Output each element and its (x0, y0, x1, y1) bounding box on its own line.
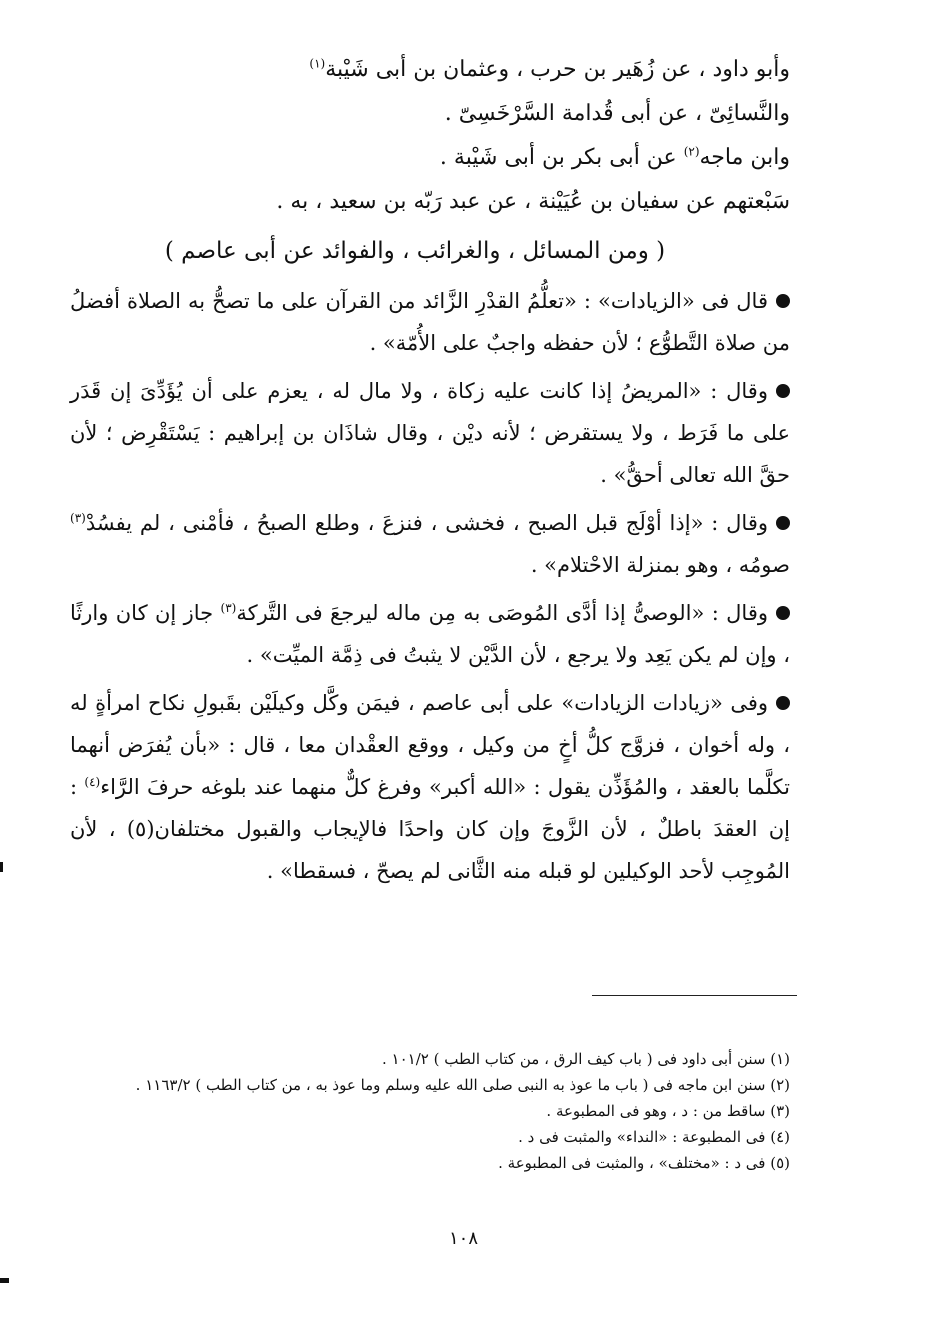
footnote-marker: (٤) (84, 775, 101, 789)
line-text: والنَّسائِىّ ، عن أبى قُدامة السَّرْخَسِىّ . (444, 101, 790, 126)
paragraph-text: وفى «زيادات الزيادات» على أبى عاصم ، فيمَن وكَّل وكيلَيْن بقَبولِ نكاح امرأةٍ له ، وله أخوان ، فزوَّج كلُّ أخٍ من وكيل ، ووقع العقْدان معا ، قال : «بأن يُفرَض أنهما تكلَّما بالعقد ، والمُؤَذِّن يقول : «الله أكبر» وفرغ كلٌّ منهما عند بلوغه حرفَ الرَّاء (70, 691, 790, 799)
footnote: (١) سنن أبى داود فى ( باب كيف الرق ، من كتاب الطب ) ١٠١/٢ . (382, 1050, 790, 1068)
text-line (70, 92, 790, 136)
line-text: وأبو داود ، عن زُهَير بن حرب ، وعثمان بن أبى شَيْبة (325, 57, 790, 82)
section-heading: ( ومن المسائل ، والغرائب ، والفوائد عن أبى عاصم ) (164, 238, 666, 264)
footnotes (70, 1046, 790, 1176)
paragraph-text-after: جاز إن كان وارثًا ، وإن لم يكن يَعِد ولا يرجع ، لأن الدَّيْن لا يثبتُ فى ذِمَّة الميِّت» . (70, 601, 790, 667)
paragraph (70, 370, 790, 496)
footnote-marker: (١) (309, 56, 326, 71)
paragraph-text: وقال : «إذا أوْلَج قبل الصبح ، فخشى ، فنزعَ ، وطلع الصبحُ ، فأمْنى ، لم يفسُدْ (85, 511, 768, 535)
bullet-icon (776, 606, 790, 620)
footnote-marker: (٣) (70, 511, 86, 525)
paragraph-text: وقال : «الوصىُّ إذا أدَّى المُوصَى به مِن ماله ليرجعَ فى التَّركة (236, 601, 769, 625)
footnote: (٥) فى د : «مختلف» ، والمثبت فى المطبوعة . (498, 1154, 790, 1172)
bullet-icon (776, 696, 790, 710)
main-text (70, 48, 790, 898)
text-line (70, 180, 790, 224)
line-text: سَبْعتهم عن سفيان بن عُيَيْنة ، عن عبد رَبّه بن سعيد ، به . (276, 189, 790, 214)
footnote: (٣) ساقط من : د ، وهو فى المطبوعة . (546, 1102, 790, 1120)
page-number: ١٠٨ (448, 1228, 478, 1249)
footnote: (٤) فى المطبوعة : «النداء» والمثبت فى د . (518, 1128, 790, 1146)
paragraph (70, 682, 790, 892)
scan-edge-mark (0, 1278, 9, 1283)
bullet-icon (776, 294, 790, 308)
footnote-marker: (٣) (220, 601, 237, 615)
paragraph-text: وقال : «المريضُ إذا كانت عليه زكاة ، ولا مال له ، يعزم على أن يُؤَدِّىَ إن قَدَر على ما فَرَط ، ولا يستقرض ؛ لأنه ديْن ، وقال شاذَان بن إبراهيم : يَسْتَقْرِض ؛ لأن حقَّ الله تعالى أحقُّ» . (70, 379, 790, 487)
paragraph-text-after: : إن العقدَ باطلٌ ، لأن الزَّوجَ وإن كان واحدًا فالإيجاب والقبول مختلفان(٥) ، لأن المُوجِب لأحد الوكيلين لو قبله منه الثَّانى لم يصحّ ، فسقطا» . (70, 775, 790, 883)
footnote-marker: (٢) (683, 144, 700, 159)
paragraph-text: قال فى «الزيادات» : «تعلُّمُ القدْرِ الزَّائد من القرآن على ما تصحُّ به الصلاة أفضلُ من صلاة التَّطوُّع ؛ لأن حفظه واجبٌ على الأُمّة» . (70, 289, 790, 355)
paragraph (70, 280, 790, 364)
scan-edge-mark (0, 862, 3, 872)
bullet-icon (776, 516, 790, 530)
line-text: وابن ماجه (699, 145, 790, 170)
footnote-divider (592, 995, 797, 996)
bullet-icon (776, 384, 790, 398)
line-text-after: عن أبى بكر بن أبى شَيْبة . (439, 145, 684, 170)
paragraph-text-after: صومُه ، وهو بمنزلة الاحْتلام» . (530, 553, 790, 577)
footnote: (٢) سنن ابن ماجه فى ( باب ما عوذ به النبى صلى الله عليه وسلم وما عوذ به ، من كتاب الطب ) ١١٦٣/٢ . (135, 1076, 790, 1094)
paragraph (70, 502, 790, 586)
paragraph (70, 592, 790, 676)
text-line (70, 48, 790, 92)
text-line (70, 136, 790, 180)
